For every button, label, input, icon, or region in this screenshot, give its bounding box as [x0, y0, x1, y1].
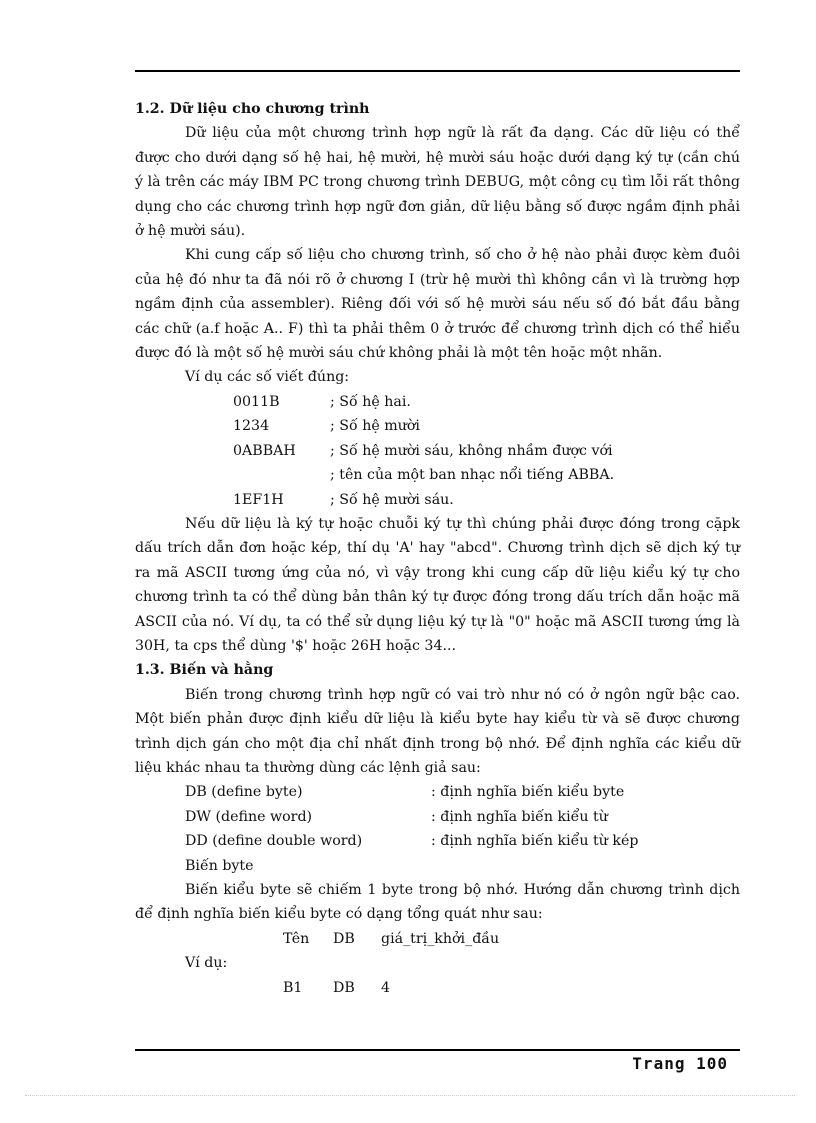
section-heading-1-3: 1.3. Biến và hằng: [135, 662, 274, 679]
directive-row: [135, 780, 740, 804]
directive-name: DD (define double word): [185, 833, 363, 850]
directive-desc: : định nghĩa biến kiểu từ: [431, 808, 608, 825]
directive-row: [135, 829, 740, 853]
example-comment: ; Số hệ mười sáu, không nhầm được với: [330, 442, 613, 459]
paragraph: Biến kiểu byte sẽ chiếm 1 byte trong bộ nhớ. Hướng dẫn chương trình dịch để định nghĩa biến kiểu byte có dạng tổng quát như sau:: [135, 882, 740, 923]
example-code: 1EF1H: [233, 491, 284, 508]
syntax-value: giá_trị_khởi_đầu: [381, 930, 500, 947]
page-content: [135, 97, 740, 1000]
paragraph: Dữ liệu của một chương trình hợp ngữ là rất đa dạng. Các dữ liệu có thể được cho dưới dạng số hệ hai, hệ mười, hệ mười sáu hoặc dưới dạng ký tự (cần chú ý là trên các máy IBM PC trong chương trình DEBUG, một công cụ tìm lỗi rất thông dụng cho các chương trình hợp ngữ đơn giản, dữ liệu bằng số được ngầm định phải ở hệ mười sáu).: [135, 125, 740, 240]
example-comment: ; Số hệ mười sáu.: [330, 491, 454, 508]
example-row: [135, 390, 740, 414]
example-row: [135, 463, 740, 487]
syntax-name: Tên: [283, 930, 310, 947]
directive-desc: : định nghĩa biến kiểu byte: [431, 784, 625, 801]
example-row: [135, 488, 740, 512]
example-code: 0ABBAH: [233, 442, 296, 459]
example-name: B1: [283, 979, 303, 996]
example-comment: ; Số hệ hai.: [330, 393, 411, 410]
example-value: 4: [381, 979, 391, 996]
example-comment: ; Số hệ mười: [330, 418, 420, 435]
paragraph: Biến trong chương trình hợp ngữ có vai trò như nó có ở ngôn ngữ bậc cao. Một biến phản được định kiểu dữ liệu là kiểu byte hay kiểu từ và sẽ được chương trình dịch gán cho một địa chỉ nhất định trong bộ nhớ. Để định nghĩa các kiểu dữ liệu khác nhau ta thường dùng các lệnh giả sau:: [135, 686, 740, 776]
paragraph: Nếu dữ liệu là ký tự hoặc chuỗi ký tự thì chúng phải được đóng trong cặpk dấu trích dẫn đơn hoặc kép, thí dụ 'A' hay "abcd". Chương trình dịch sẽ dịch ký tự ra mã ASCII tương ứng của nó, vì vậy trong khi cung cấp dữ liệu kiểu ký tự cho chương trình ta có thể dùng bản thân ký tự được đóng trong dấu trích dẫn hoặc mã ASCII của nó. Ví dụ, ta có thể sử dụng liệu ký tự là "0" hoặc mã ASCII tương ứng là 30H, ta cps thể dùng '$' hoặc 26H hoặc 34...: [135, 515, 740, 654]
example-directive: DB: [333, 979, 355, 996]
footer-rule: [135, 1049, 740, 1051]
section-heading-1-2: 1.2. Dữ liệu cho chương trình: [135, 101, 370, 117]
example-label: Ví dụ:: [185, 955, 228, 972]
header-rule: [135, 70, 740, 72]
example-row: [135, 976, 740, 1000]
syntax-row: [135, 927, 740, 951]
example-comment: ; tên của một ban nhạc nổi tiếng ABBA.: [330, 467, 615, 484]
directive-name: DB (define byte): [185, 784, 303, 801]
page-edge-divider: [25, 1095, 795, 1096]
directive-name: DW (define word): [185, 808, 313, 825]
examples-intro: Ví dụ các số viết đúng:: [185, 369, 350, 386]
page-number: Trang 100: [632, 1054, 728, 1073]
example-row: [135, 414, 740, 438]
example-row: [135, 439, 740, 463]
directive-desc: : định nghĩa biến kiểu từ kép: [431, 833, 639, 850]
syntax-directive: DB: [333, 930, 355, 947]
directive-row: [135, 805, 740, 829]
example-code: 0011B: [233, 393, 280, 410]
example-code: 1234: [233, 418, 270, 435]
example-code: [135, 463, 330, 487]
sub-heading: Biến byte: [185, 857, 254, 874]
paragraph: Khi cung cấp số liệu cho chương trình, số cho ở hệ nào phải được kèm đuôi của hệ đó như ta đã nói rõ ở chương I (trừ hệ mười thì không cần vì là trường hợp ngầm định của assembler). Riêng đối với số hệ mười sáu nếu số đó bắt đầu bằng các chữ (a.f hoặc A.. F) thì ta phải thêm 0 ở trước để chương trình dịch có thể hiểu được đó là một số hệ mười sáu chứ không phải là một tên hoặc một nhãn.: [135, 247, 740, 362]
